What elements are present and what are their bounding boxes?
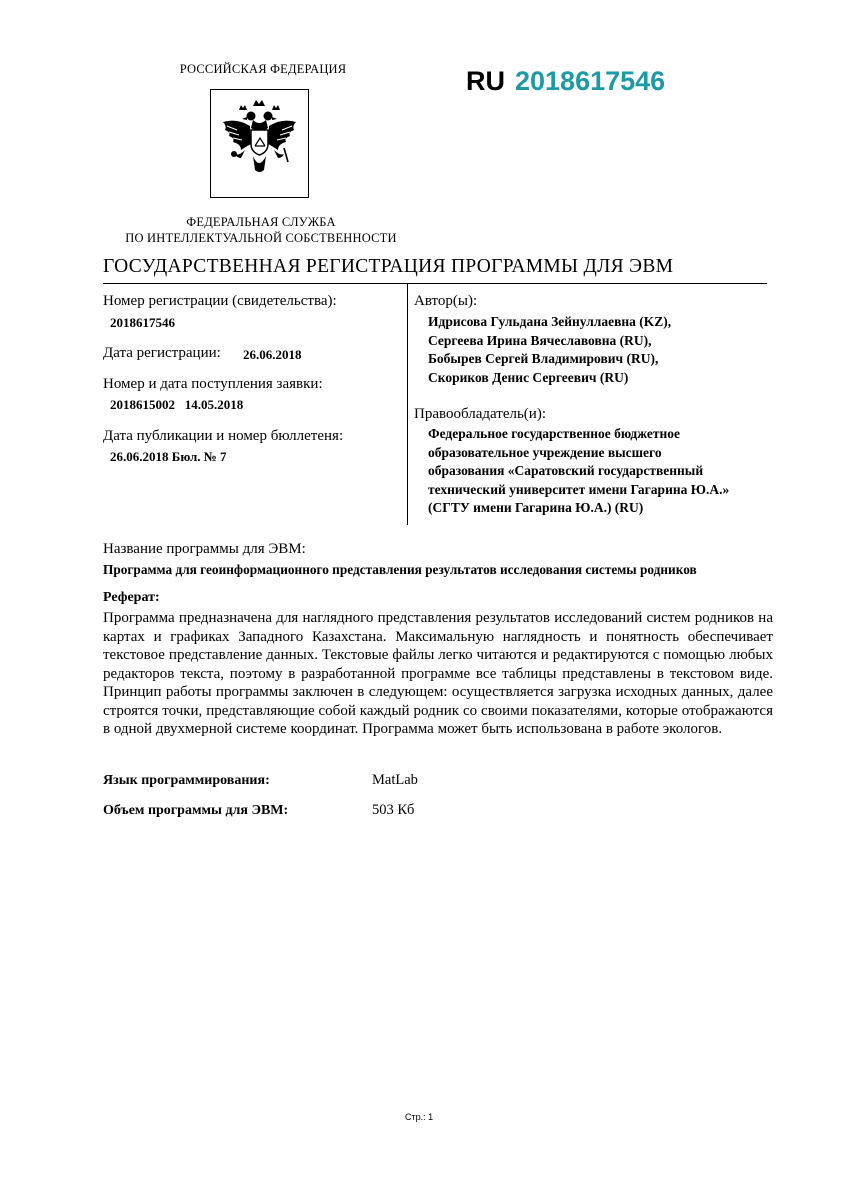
author-item: Бобырев Сергей Владимирович (RU), (428, 351, 659, 366)
service-line-2: ПО ИНТЕЛЛЕКТУАЛЬНОЙ СОБСТВЕННОСТИ (125, 231, 397, 245)
holder-line: образования «Саратовский государственный (428, 463, 704, 478)
emblem-frame (210, 89, 309, 198)
abstract-label: Реферат: (103, 590, 160, 605)
holder-line: технический университет имени Гагарина Ю.А.» (428, 481, 730, 497)
page-number: Стр.: 1 (405, 1112, 434, 1122)
reg-number-label: Номер регистрации (свидетельства): (103, 293, 337, 309)
document-title: ГОСУДАРСТВЕННАЯ РЕГИСТРАЦИЯ ПРОГРАММЫ ДЛЯ ЭВМ (103, 256, 674, 277)
language-label: Язык программирования: (103, 773, 270, 788)
holder-line: Федеральное государственное бюджетное (428, 426, 681, 441)
authors-list (428, 313, 671, 387)
application-value: 2018615002 14.05.2018 (110, 397, 244, 412)
coat-of-arms-icon (217, 96, 302, 191)
reg-number-value: 2018617546 (110, 315, 175, 330)
holder-line: (СГТУ имени Гагарина Ю.А.) (RU) (428, 500, 644, 515)
holder-line: образовательное учреждение высшего (428, 444, 662, 460)
service-line-1: ФЕДЕРАЛЬНАЯ СЛУЖБА (186, 215, 336, 229)
program-name: Программа для геоинформационного представления результатов исследования системы родников (103, 562, 697, 577)
column-divider (407, 283, 408, 525)
federation-title: РОССИЙСКАЯ ФЕДЕРАЦИЯ (179, 62, 347, 76)
application-label: Номер и дата поступления заявки: (103, 376, 323, 392)
country-code: RU (466, 66, 505, 96)
service-title (105, 214, 417, 246)
program-name-label: Название программы для ЭВМ: (103, 541, 306, 557)
reg-date-label: Дата регистрации: (103, 345, 221, 361)
registration-number: 2018617546 (515, 66, 666, 96)
size-value: 503 Кб (372, 802, 415, 818)
language-value: MatLab (372, 772, 418, 788)
registration-number-header (466, 66, 665, 97)
header-divider (103, 283, 767, 284)
publication-value: 26.06.2018 Бюл. № 7 (110, 449, 227, 464)
reg-date-value: 26.06.2018 (243, 347, 302, 362)
abstract-text: Программа предназначена для наглядного представления результатов исследований систем родников на картах и графиках Западного Казахстана. Максимальную наглядность и понятность обеспечивает текстовое представление данных. Текстовые файлы легко читаются и редактируются с помощью любых редакторов текста, поэтому в разработанной программе все таблицы представлены в текстовом виде. Принцип работы программы заключен в следующем: осуществляется загрузка исходных данных, далее строятся точки, представляющие собой каждый родник со своими показателями, которые отображаются в одной двухмерной системе координат. Программа может быть использована в работе экологов. (103, 610, 773, 737)
author-item: Идрисова Гульдана Зейнуллаевна (KZ), (428, 314, 672, 329)
authors-label: Автор(ы): (414, 293, 478, 309)
author-item: Скориков Денис Сергеевич (RU) (428, 369, 629, 385)
publication-label: Дата публикации и номер бюллетеня: (103, 428, 344, 444)
size-label: Объем программы для ЭВМ: (103, 803, 289, 818)
holder-list (428, 425, 729, 518)
author-item: Сергеева Ирина Вячеславовна (RU), (428, 332, 652, 348)
holder-label: Правообладатель(и): (414, 406, 546, 422)
